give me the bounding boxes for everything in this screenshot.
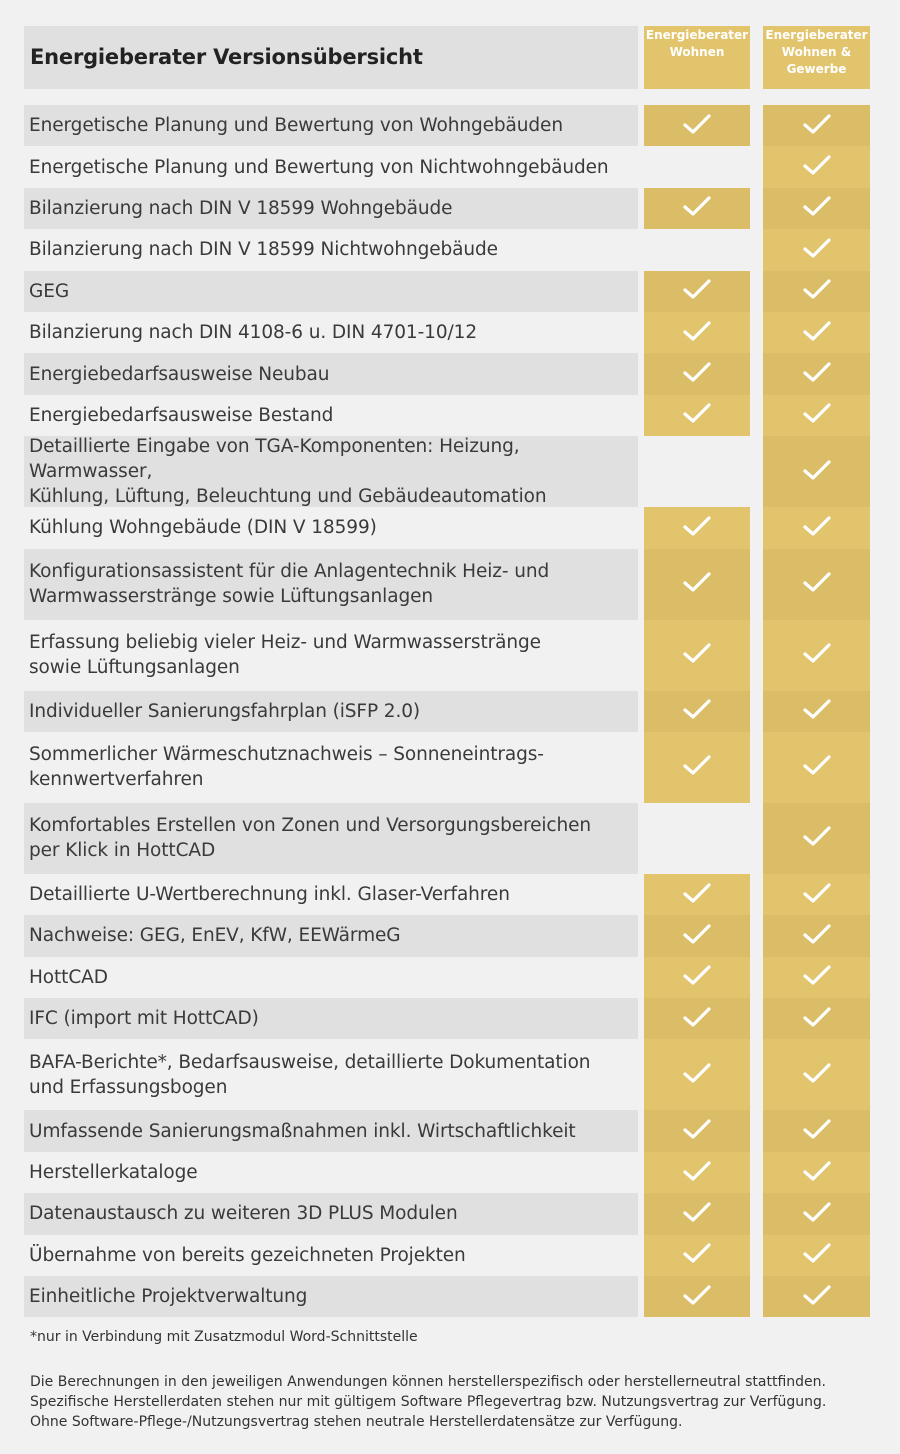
checkmark-icon xyxy=(682,1117,712,1145)
feature-label-cell xyxy=(24,395,638,436)
cell-gewerbe xyxy=(763,353,870,394)
checkmark-icon xyxy=(682,881,712,909)
table-row xyxy=(24,1193,870,1234)
cell-wohnen xyxy=(644,1235,750,1276)
checkmark-icon xyxy=(802,1117,832,1145)
checkmark-icon xyxy=(682,1159,712,1187)
checkmark-icon xyxy=(802,1005,832,1033)
checkmark-icon xyxy=(682,401,712,429)
cell-wohnen xyxy=(644,188,750,229)
table-row xyxy=(24,507,870,548)
checkmark-icon xyxy=(682,1283,712,1311)
table-row xyxy=(24,271,870,312)
table-row xyxy=(24,105,870,146)
table-row xyxy=(24,620,870,691)
feature-rows xyxy=(24,105,870,1317)
checkmark-icon xyxy=(802,236,832,264)
checkmark-icon xyxy=(802,1283,832,1311)
cell-gewerbe xyxy=(763,957,870,998)
checkmark-icon xyxy=(682,697,712,725)
cell-wohnen xyxy=(644,957,750,998)
table-row xyxy=(24,803,870,874)
cell-wohnen xyxy=(644,732,750,803)
cell-wohnen xyxy=(644,998,750,1039)
feature-label-cell xyxy=(24,146,638,187)
feature-label: Bilanzierung nach DIN V 18599 Nichtwohngebäude xyxy=(29,239,498,261)
feature-label: Energetische Planung und Bewertung von Nichtwohngebäuden xyxy=(29,156,609,178)
table-row xyxy=(24,395,870,436)
table-row xyxy=(24,353,870,394)
checkmark-icon xyxy=(802,922,832,950)
checkmark-icon xyxy=(802,753,832,781)
checkmark-icon xyxy=(682,570,712,598)
feature-label: BAFA-Berichte*, Bedarfsausweise, detaillierte Dokumentation und Erfassungsbogen xyxy=(29,1051,591,1098)
feature-label-cell xyxy=(24,271,638,312)
cell-gewerbe xyxy=(763,1152,870,1193)
table-row xyxy=(24,915,870,956)
cell-wohnen xyxy=(644,105,750,146)
cell-gewerbe xyxy=(763,620,870,691)
checkmark-icon xyxy=(802,1241,832,1269)
checkmark-icon xyxy=(802,1061,832,1089)
feature-label: HottCAD xyxy=(29,966,108,988)
cell-gewerbe xyxy=(763,1110,870,1151)
feature-label-cell xyxy=(24,1110,638,1151)
disclaimer: Die Berechnungen in den jeweiligen Anwendungen können herstellerspezifisch oder herstellerneutral stattfinden. Spezifische Herstellerdaten stehen nur mit gültigem Software Pflegevertrag bzw. Nutzungsvertrag zur Verfügung. Ohne Software-Pflege-/Nutzungsvertrag stehen neutrale Herstellerdatensätze zur Verfügung. xyxy=(30,1374,827,1430)
feature-label-cell xyxy=(24,312,638,353)
table-row xyxy=(24,874,870,915)
feature-label-cell xyxy=(24,915,638,956)
feature-label: Umfassende Sanierungsmaßnahmen inkl. Wirtschaftlichkeit xyxy=(29,1120,576,1142)
cell-wohnen xyxy=(644,436,750,507)
cell-gewerbe xyxy=(763,549,870,620)
cell-gewerbe xyxy=(763,188,870,229)
feature-label-cell xyxy=(24,229,638,270)
cell-wohnen xyxy=(644,312,750,353)
checkmark-icon xyxy=(802,319,832,347)
feature-label: Detaillierte Eingabe von TGA-Komponenten: Heizung, Warmwasser, Kühlung, Lüftung, Beleuchtung und Gebäudeautomation xyxy=(29,436,547,508)
feature-label-cell xyxy=(24,803,638,874)
cell-wohnen xyxy=(644,549,750,620)
checkmark-icon xyxy=(802,401,832,429)
feature-label-cell xyxy=(24,105,638,146)
table-row xyxy=(24,691,870,732)
checkmark-icon xyxy=(802,514,832,542)
checkmark-icon xyxy=(682,360,712,388)
checkmark-icon xyxy=(682,277,712,305)
checkmark-icon xyxy=(802,824,832,852)
cell-gewerbe xyxy=(763,1235,870,1276)
cell-gewerbe xyxy=(763,1193,870,1234)
checkmark-icon xyxy=(802,194,832,222)
checkmark-icon xyxy=(682,1061,712,1089)
checkmark-icon xyxy=(682,922,712,950)
feature-label-cell xyxy=(24,188,638,229)
feature-label: Bilanzierung nach DIN V 18599 Wohngebäude xyxy=(29,197,453,219)
cell-gewerbe xyxy=(763,874,870,915)
checkmark-icon xyxy=(682,963,712,991)
table-row xyxy=(24,146,870,187)
feature-label-cell xyxy=(24,549,638,620)
table-row xyxy=(24,312,870,353)
table-row xyxy=(24,188,870,229)
feature-label: Komfortables Erstellen von Zonen und Versorgungsbereichen per Klick in HottCAD xyxy=(29,815,592,862)
cell-wohnen xyxy=(644,1193,750,1234)
checkmark-icon xyxy=(682,641,712,669)
cell-gewerbe xyxy=(763,1039,870,1110)
feature-label: Detaillierte U-Wertberechnung inkl. Glaser-Verfahren xyxy=(29,884,510,906)
cell-gewerbe xyxy=(763,691,870,732)
feature-label: Sommerlicher Wärmeschutznachweis – Sonneneintrags- kennwertverfahren xyxy=(29,744,544,791)
feature-label: Erfassung beliebig vieler Heiz- und Warmwasserstränge sowie Lüftungsanlagen xyxy=(29,632,541,679)
table-row xyxy=(24,998,870,1039)
table-row xyxy=(24,957,870,998)
feature-label-cell xyxy=(24,874,638,915)
checkmark-icon xyxy=(802,697,832,725)
cell-wohnen xyxy=(644,146,750,187)
column-header-wohnen: Energieberater Wohnen xyxy=(644,26,750,89)
table-row xyxy=(24,229,870,270)
cell-gewerbe xyxy=(763,271,870,312)
checkmark-icon xyxy=(682,112,712,140)
table-row xyxy=(24,549,870,620)
table-row xyxy=(24,1276,870,1317)
table-row xyxy=(24,1110,870,1151)
checkmark-icon xyxy=(802,112,832,140)
feature-label-cell xyxy=(24,1152,638,1193)
checkmark-icon xyxy=(802,570,832,598)
cell-gewerbe xyxy=(763,229,870,270)
feature-label-cell xyxy=(24,1276,638,1317)
cell-wohnen xyxy=(644,691,750,732)
checkmark-icon xyxy=(802,277,832,305)
cell-wohnen xyxy=(644,229,750,270)
cell-wohnen xyxy=(644,395,750,436)
checkmark-icon xyxy=(682,514,712,542)
feature-label-cell xyxy=(24,1193,638,1234)
feature-label-cell xyxy=(24,998,638,1039)
page-title: Energieberater Versionsübersicht xyxy=(30,45,423,69)
cell-wohnen xyxy=(644,507,750,548)
checkmark-icon xyxy=(682,1241,712,1269)
cell-gewerbe xyxy=(763,998,870,1039)
checkmark-icon xyxy=(682,1200,712,1228)
feature-label-cell xyxy=(24,620,638,691)
feature-label: IFC (import mit HottCAD) xyxy=(29,1008,259,1030)
table-row xyxy=(24,1152,870,1193)
cell-wohnen xyxy=(644,353,750,394)
cell-wohnen xyxy=(644,915,750,956)
cell-gewerbe xyxy=(763,312,870,353)
feature-label-cell xyxy=(24,1039,638,1110)
checkmark-icon xyxy=(682,1005,712,1033)
cell-gewerbe xyxy=(763,436,870,507)
cell-wohnen xyxy=(644,874,750,915)
cell-gewerbe xyxy=(763,1276,870,1317)
checkmark-icon xyxy=(802,641,832,669)
cell-wohnen xyxy=(644,803,750,874)
feature-label: Bilanzierung nach DIN 4108-6 u. DIN 4701-10/12 xyxy=(29,322,477,344)
checkmark-icon xyxy=(682,753,712,781)
table-row xyxy=(24,732,870,803)
feature-label: Energiebedarfsausweise Neubau xyxy=(29,363,330,385)
cell-gewerbe xyxy=(763,395,870,436)
checkmark-icon xyxy=(802,458,832,486)
cell-gewerbe xyxy=(763,105,870,146)
cell-wohnen xyxy=(644,1152,750,1193)
feature-label: Einheitliche Projektverwaltung xyxy=(29,1286,308,1308)
table-row xyxy=(24,436,870,507)
feature-label-cell xyxy=(24,353,638,394)
checkmark-icon xyxy=(802,153,832,181)
feature-label-cell xyxy=(24,732,638,803)
feature-label-cell xyxy=(24,691,638,732)
table-header xyxy=(24,26,870,89)
cell-gewerbe xyxy=(763,915,870,956)
feature-label: Konfigurationsassistent für die Anlagentechnik Heiz- und Warmwasserstränge sowie Lüftungsanlagen xyxy=(29,561,550,608)
feature-label: Individueller Sanierungsfahrplan (iSFP 2.0) xyxy=(29,700,421,722)
feature-label: GEG xyxy=(29,280,70,302)
checkmark-icon xyxy=(802,1159,832,1187)
checkmark-icon xyxy=(682,194,712,222)
feature-label: Datenaustausch zu weiteren 3D PLUS Modulen xyxy=(29,1203,458,1225)
cell-gewerbe xyxy=(763,146,870,187)
comparison-table xyxy=(24,26,870,1317)
feature-label: Energiebedarfsausweise Bestand xyxy=(29,404,334,426)
feature-label: Nachweise: GEG, EnEV, KfW, EEWärmeG xyxy=(29,925,401,947)
checkmark-icon xyxy=(802,360,832,388)
cell-gewerbe xyxy=(763,803,870,874)
feature-label: Übernahme von bereits gezeichneten Projekten xyxy=(29,1244,466,1266)
checkmark-icon xyxy=(682,319,712,347)
cell-wohnen xyxy=(644,1276,750,1317)
column-header-wohnen-gewerbe: Energieberater Wohnen & Gewerbe xyxy=(763,26,870,89)
cell-wohnen xyxy=(644,271,750,312)
cell-wohnen xyxy=(644,1110,750,1151)
feature-label-cell xyxy=(24,436,638,507)
feature-label-cell xyxy=(24,507,638,548)
checkmark-icon xyxy=(802,963,832,991)
cell-wohnen xyxy=(644,620,750,691)
feature-label: Energetische Planung und Bewertung von Wohngebäuden xyxy=(29,115,563,137)
checkmark-icon xyxy=(802,881,832,909)
table-row xyxy=(24,1235,870,1276)
cell-gewerbe xyxy=(763,732,870,803)
feature-label-cell xyxy=(24,1235,638,1276)
feature-label-cell xyxy=(24,957,638,998)
checkmark-icon xyxy=(802,1200,832,1228)
feature-label: Herstellerkataloge xyxy=(29,1162,198,1184)
table-row xyxy=(24,1039,870,1110)
feature-label: Kühlung Wohngebäude (DIN V 18599) xyxy=(29,517,377,539)
cell-wohnen xyxy=(644,1039,750,1110)
cell-gewerbe xyxy=(763,507,870,548)
footnote: *nur in Verbindung mit Zusatzmodul Word-Schnittstelle xyxy=(30,1329,418,1345)
